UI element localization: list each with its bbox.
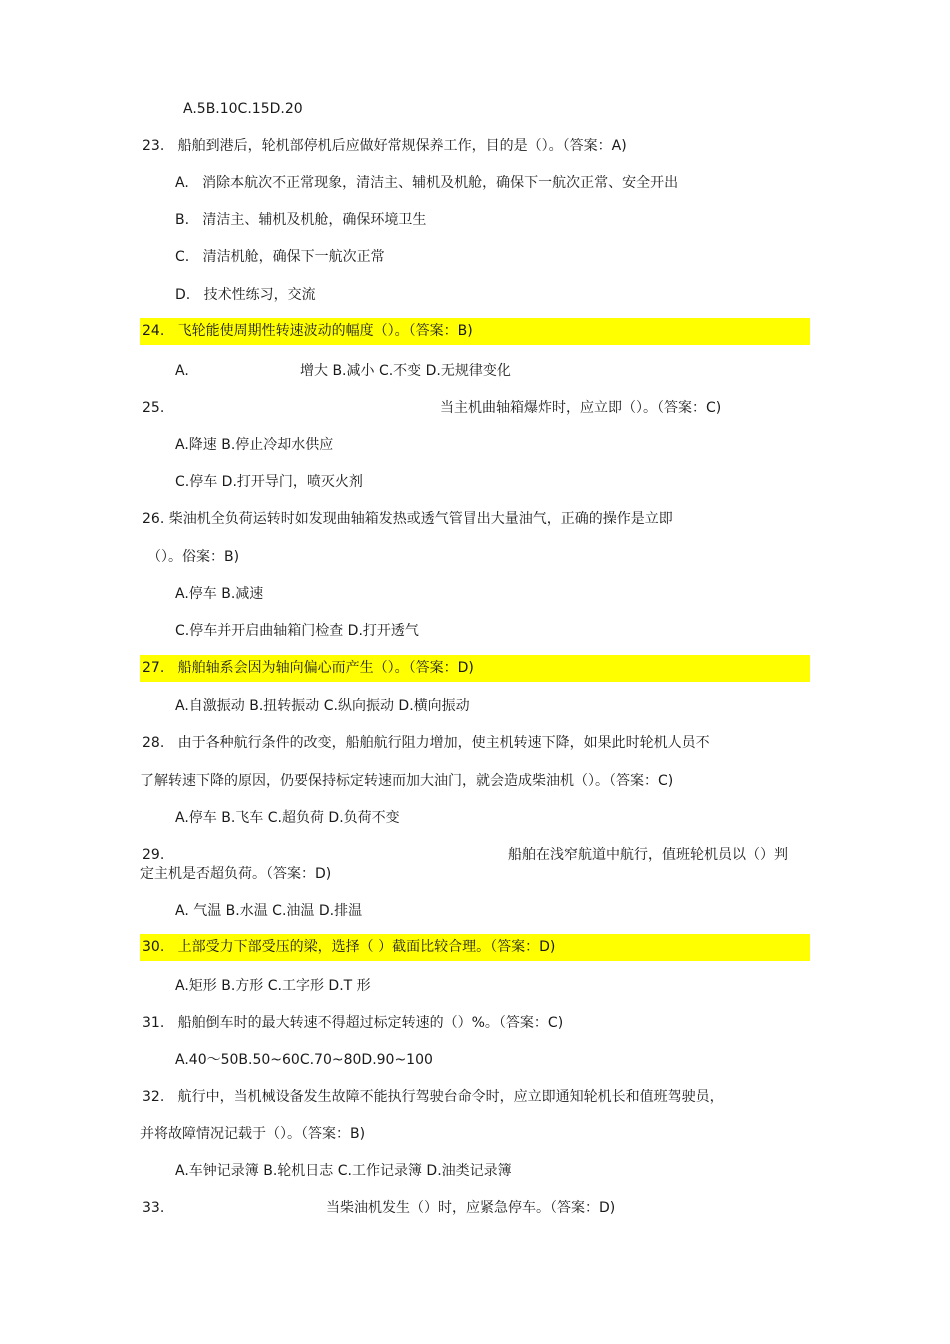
question-27-highlighted: 27. 船舶轴系会因为轴向偏心而产生（）。（答案：D) bbox=[140, 655, 810, 682]
option-23b: B. 清洁主、辅机及机舱，确保环境卫生 bbox=[175, 212, 427, 228]
options-24: 增大 B.减小 C.不变 D.无规律变化 bbox=[300, 363, 511, 379]
options-26ab: A.停车 B.减速 bbox=[175, 586, 264, 602]
question-29-number: 29. bbox=[142, 847, 165, 863]
option-23a: A. 消除本航次不正常现象，清洁主、辅机及机舱，确保下一航次正常、安全开出 bbox=[175, 175, 679, 191]
question-33-number: 33. bbox=[142, 1200, 165, 1216]
answer-options-q22: A.5B.10C.15D.20 bbox=[183, 101, 303, 117]
question-29-cont: 定主机是否超负荷。（答案：D) bbox=[140, 866, 332, 882]
question-25-number: 25. bbox=[142, 400, 165, 416]
options-31: A.40～50B.50~60C.70~80D.90~100 bbox=[175, 1052, 433, 1068]
options-25cd: C.停车 D.打开导门，喷灭火剂 bbox=[175, 474, 363, 490]
question-32-cont: 并将故障情况记载于（）。（答案：B) bbox=[140, 1126, 366, 1142]
options-32: A.车钟记录簿 B.轮机日志 C.工作记录簿 D.油类记录簿 bbox=[175, 1163, 512, 1179]
option-23c: C. 清洁机舱，确保下一航次正常 bbox=[175, 249, 385, 265]
question-28: 28. 由于各种航行条件的改变，船舶航行阻力增加，使主机转速下降，如果此时轮机人员不 bbox=[142, 735, 710, 751]
question-26: 26. 柴油机全负荷运转时如发现曲轴箱发热或透气管冒出大量油气，正确的操作是立即 bbox=[142, 511, 673, 527]
options-27: A.自激振动 B.扭转振动 C.纵向振动 D.横向振动 bbox=[175, 698, 470, 714]
question-23: 23. 船舶到港后，轮机部停机后应做好常规保养工作，目的是（）。（答案：A) bbox=[142, 138, 627, 154]
options-30: A.矩形 B.方形 C.工字形 D.T 形 bbox=[175, 978, 371, 994]
question-30-highlighted: 30. 上部受力下部受压的梁，选择（ ）截面比较合理。（答案：D) bbox=[140, 934, 810, 961]
options-25ab: A.降速 B.停止冷却水供应 bbox=[175, 437, 334, 453]
question-29-text: 船舶在浅窄航道中航行，值班轮机员以（）判 bbox=[508, 847, 788, 863]
options-29: A. 气温 B.水温 C.油温 D.排温 bbox=[175, 903, 363, 919]
options-26cd: C.停车并开启曲轴箱门检查 D.打开透气 bbox=[175, 623, 419, 639]
question-25-text: 当主机曲轴箱爆炸时，应立即（）。（答案：C) bbox=[440, 400, 722, 416]
question-32: 32. 航行中，当机械设备发生故障不能执行驾驶台命令时，应立即通知轮机长和值班驾驶员， bbox=[142, 1089, 724, 1105]
question-28-cont: 了解转速下降的原因，仍要保持标定转速而加大油门，就会造成柴油机（）。（答案：C) bbox=[140, 773, 674, 789]
option-24-label: A. bbox=[175, 363, 189, 379]
question-24-highlighted: 24. 飞轮能使周期性转速波动的幅度（）。（答案：B) bbox=[140, 318, 810, 345]
option-23d: D. 技术性练习，交流 bbox=[175, 287, 316, 303]
question-31: 31. 船舶倒车时的最大转速不得超过标定转速的（）%。（答案：C) bbox=[142, 1015, 564, 1031]
question-26-cont: （）。俗案：B) bbox=[147, 549, 240, 565]
options-28: A.停车 B.飞车 C.超负荷 D.负荷不变 bbox=[175, 810, 400, 826]
question-33-text: 当柴油机发生（）时，应紧急停车。（答案：D) bbox=[326, 1200, 616, 1216]
